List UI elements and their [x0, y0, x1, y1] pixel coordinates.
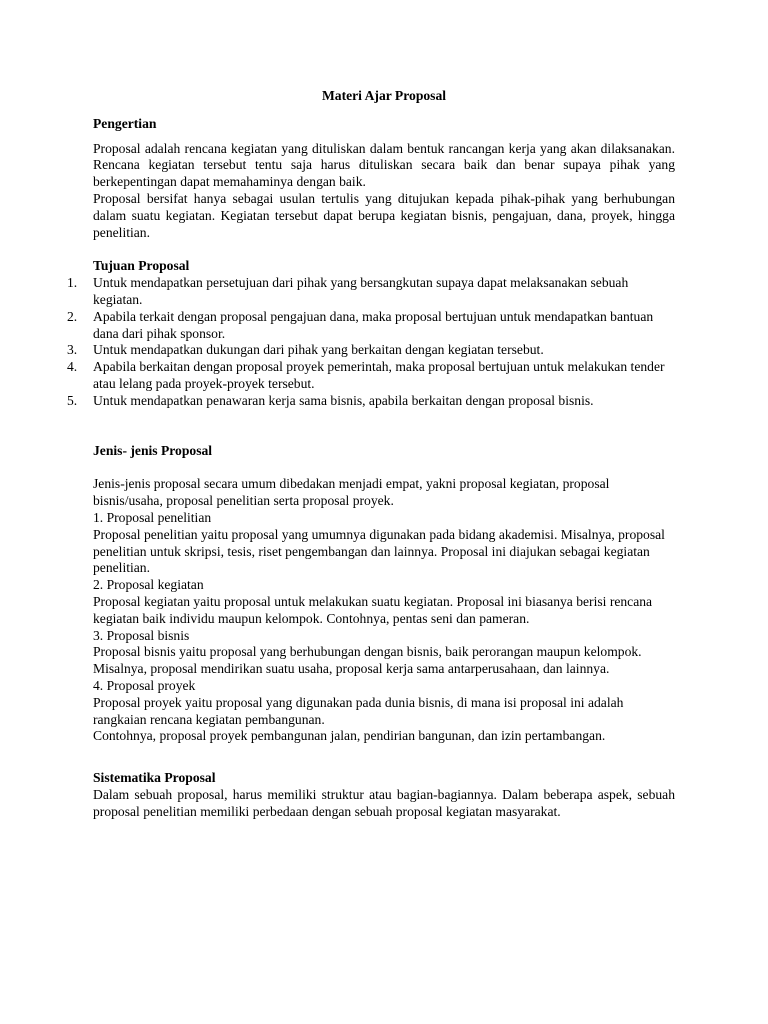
jenis-type-desc: Proposal bisnis yaitu proposal yang berhubungan dengan bisnis, baik perorangan maupun kelompok. Misalnya, proposal mendirikan suatu usaha, proposal kerja sama antarperusahaan, dan lainnya. [93, 644, 642, 677]
list-item-text: Apabila terkait dengan proposal pengajuan dana, maka proposal bertujuan untuk mendapatkan bantuan dana dari pihak sponsor. [93, 308, 654, 341]
sistematika-paragraph: Dalam sebuah proposal, harus memiliki struktur atau bagian-bagiannya. Dalam beberapa aspek, sebuah proposal penelitian memiliki perbedaan dengan sebuah proposal kegiatan masyarakat. [93, 786, 675, 819]
tujuan-list [67, 275, 675, 409]
list-item-text: Untuk mendapatkan persetujuan dari pihak yang bersangkutan supaya dapat melaksanakan sebuah kegiatan. [93, 275, 629, 307]
list-item [67, 359, 675, 393]
list-item-text: Untuk mendapatkan penawaran kerja sama bisnis, apabila berkaitan dengan proposal bisnis. [93, 392, 594, 408]
jenis-intro: Jenis-jenis proposal secara umum dibedakan menjadi empat, yakni proposal kegiatan, proposal bisnis/usaha, proposal penelitian serta proposal proyek. [93, 476, 610, 509]
list-item-text: Untuk mendapatkan dukungan dari pihak yang berkaitan dengan kegiatan tersebut. [93, 342, 544, 358]
list-number: 4. [67, 359, 78, 375]
jenis-type-label: 1. Proposal penelitian [93, 509, 212, 525]
jenis-type-desc: Proposal kegiatan yaitu proposal untuk melakukan suatu kegiatan. Proposal ini biasanya berisi rencana kegiatan baik individu maupun kelompok. Contohnya, pentas seni dan pameran. [93, 593, 653, 626]
jenis-type-label: 2. Proposal kegiatan [93, 577, 204, 593]
section-heading-tujuan: Tujuan Proposal [93, 258, 190, 274]
list-item-text: Apabila berkaitan dengan proposal proyek pemerintah, maka proposal bertujuan untuk melakukan tender atau lelang pada proyek-proyek tersebut. [93, 359, 665, 391]
section-heading-pengertian: Pengertian [93, 115, 157, 131]
jenis-type-desc: Proposal penelitian yaitu proposal yang umumnya digunakan pada bidang akademisi. Misalnya, proposal penelitian untuk skripsi, tesis, riset pengembangan dan lainnya. Proposal ini diajukan sebagai kegiatan penelitian. [93, 526, 665, 576]
list-item [67, 342, 675, 359]
section-heading-jenis: Jenis- jenis Proposal [93, 442, 213, 458]
pengertian-paragraph: Proposal adalah rencana kegiatan yang dituliskan dalam bentuk rancangan kerja yang akan dilaksanakan. Rencana kegiatan tersebut tentu saja harus dituliskan secara baik dan benar supaya pihak yang berkepentingan dapat memahaminya dengan baik. [93, 140, 675, 190]
list-item [67, 308, 675, 343]
list-item [67, 392, 675, 410]
list-number: 5. [67, 392, 78, 408]
jenis-closing: Contohnya, proposal proyek pembangunan jalan, pendirian bangunan, dan izin pertambangan. [93, 728, 606, 744]
document-content [67, 88, 675, 820]
pengertian-paragraph: Proposal bersifat hanya sebagai usulan tertulis yang ditujukan kepada pihak-pihak yang berhubungan dalam suatu kegiatan. Kegiatan tersebut dapat berupa kegiatan bisnis, pengajuan, dana, proyek, hingga penelitian. [93, 190, 675, 240]
list-number: 2. [67, 308, 78, 324]
list-item [67, 275, 675, 309]
list-number: 3. [67, 342, 78, 358]
jenis-type-desc: Proposal proyek yaitu proposal yang digunakan pada dunia bisnis, di mana isi proposal ini adalah rangkaian rencana kegiatan pembangunan. [93, 694, 624, 727]
document-title: Materi Ajar Proposal [321, 88, 447, 103]
section-heading-sistematika: Sistematika Proposal [93, 770, 216, 786]
list-number: 1. [67, 275, 78, 291]
jenis-type-label: 3. Proposal bisnis [93, 627, 190, 643]
jenis-type-label: 4. Proposal proyek [93, 677, 196, 693]
